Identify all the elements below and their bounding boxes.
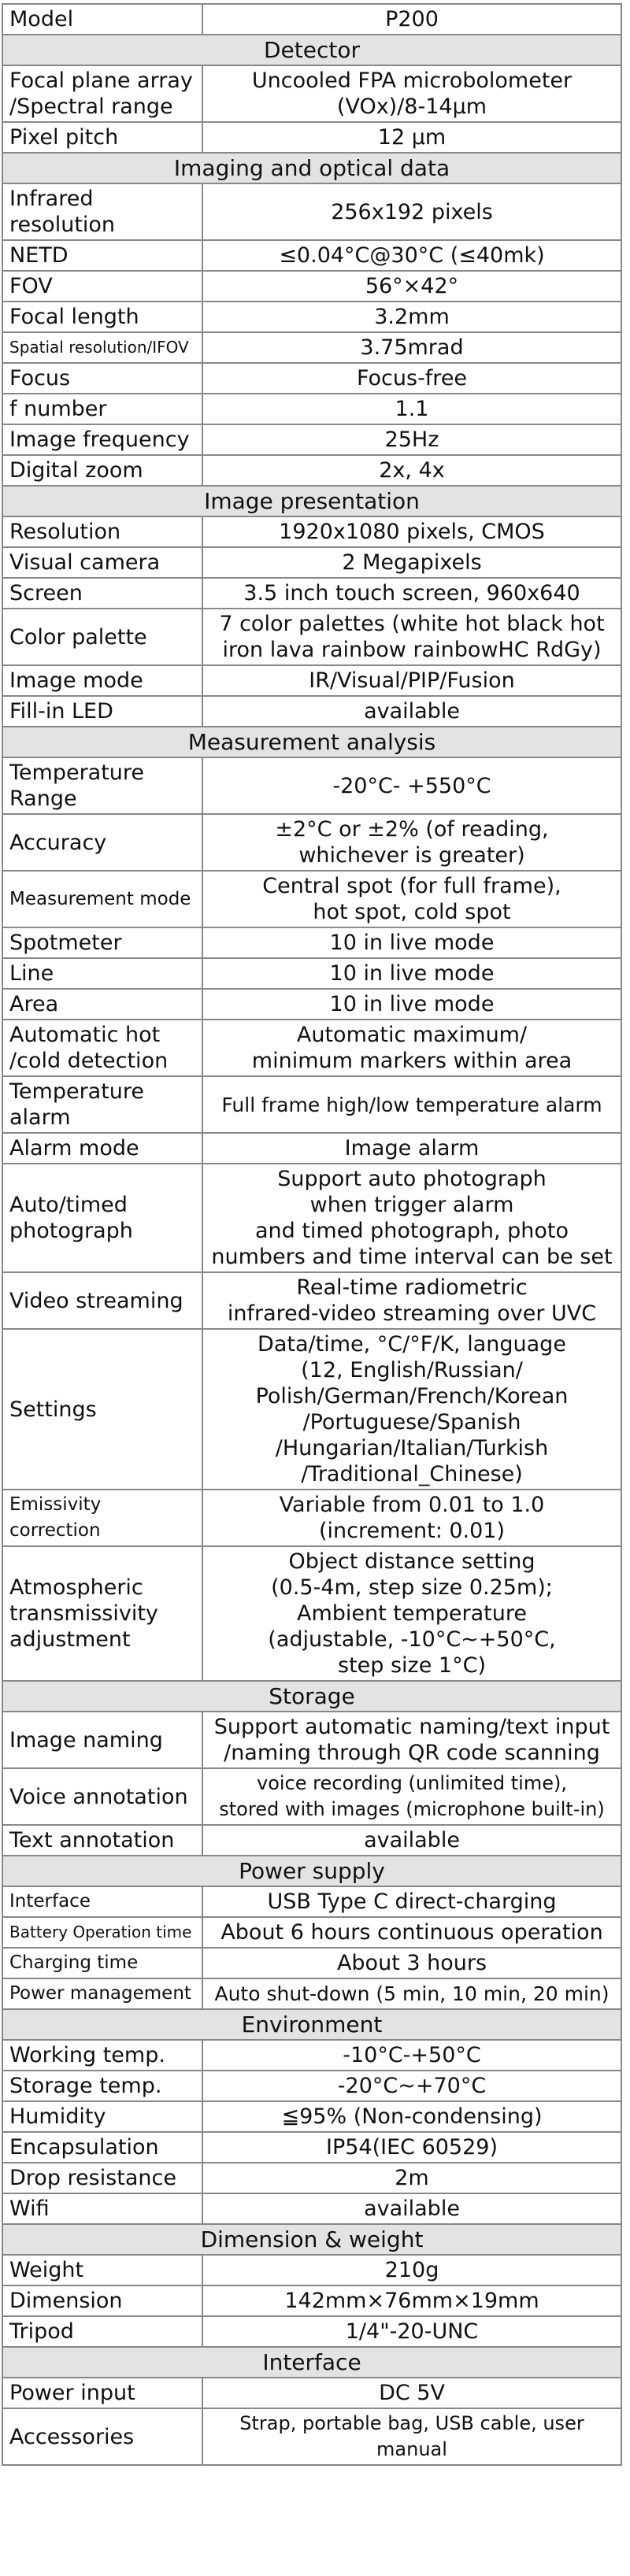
spec-label: Weight (2, 2255, 202, 2285)
spec-row (2, 2316, 621, 2347)
spec-row (2, 1272, 621, 1329)
spec-value: 3.2mm (202, 302, 621, 332)
spec-value: 1.1 (202, 394, 621, 424)
spec-label: Emissivity correction (2, 1490, 202, 1546)
spec-row (2, 2255, 621, 2285)
section-header-row (2, 2224, 621, 2255)
spec-label: Tripod (2, 2316, 202, 2347)
spec-label: Fill-in LED (2, 696, 202, 727)
spec-value: USB Type C direct-charging (202, 1886, 621, 1917)
spec-table-body (2, 4, 621, 2465)
spec-value: Automatic maximum/ minimum markers within area (202, 1020, 621, 1076)
spec-label: Automatic hot /cold detection (2, 1020, 202, 1076)
spec-label: Humidity (2, 2101, 202, 2132)
spec-row (2, 455, 621, 486)
spec-label: f number (2, 394, 202, 424)
spec-label: Dimension (2, 2285, 202, 2316)
spec-row (2, 547, 621, 578)
spec-label: Screen (2, 578, 202, 609)
section-header-row (2, 1856, 621, 1886)
spec-row (2, 1978, 621, 2009)
spec-value: Focus-free (202, 363, 621, 394)
spec-value: Support automatic naming/text input /naming through QR code scanning (202, 1712, 621, 1768)
spec-label: Image mode (2, 665, 202, 696)
spec-label: Visual camera (2, 547, 202, 578)
spec-row (2, 2101, 621, 2132)
spec-label: Resolution (2, 516, 202, 547)
spec-row (2, 578, 621, 609)
section-header-row (2, 727, 621, 757)
spec-value: 12 μm (202, 122, 621, 153)
spec-label: Focus (2, 363, 202, 394)
spec-value: Uncooled FPA microbolometer (VOx)/8-14μm (202, 65, 621, 122)
spec-row (2, 1712, 621, 1768)
section-header-row (2, 486, 621, 516)
spec-row (2, 1825, 621, 1856)
spec-row (2, 1164, 621, 1272)
spec-label: Battery Operation time (2, 1917, 202, 1948)
spec-row (2, 394, 621, 424)
section-title: Environment (2, 2009, 621, 2040)
spec-value: 3.5 inch touch screen, 960x640 (202, 578, 621, 609)
spec-value: ≤0.04°C@30°C (≤40mk) (202, 240, 621, 271)
spec-value: available (202, 2193, 621, 2224)
spec-value: Full frame high/low temperature alarm (202, 1076, 621, 1133)
spec-row (2, 1490, 621, 1546)
spec-row (2, 363, 621, 394)
spec-label: FOV (2, 271, 202, 302)
spec-label: Encapsulation (2, 2132, 202, 2163)
spec-row (2, 757, 621, 814)
section-title: Imaging and optical data (2, 153, 621, 183)
spec-value: P200 (202, 4, 621, 35)
spec-label: Video streaming (2, 1272, 202, 1329)
spec-value: 2x, 4x (202, 455, 621, 486)
spec-row (2, 1948, 621, 1978)
spec-row (2, 989, 621, 1020)
spec-value: 2 Megapixels (202, 547, 621, 578)
spec-label: Temperature Range (2, 757, 202, 814)
spec-value: 25Hz (202, 424, 621, 455)
spec-value: Data/time, °C/°F/K, language (12, English/Russian/ Polish/German/French/Korean /Portuguese/Spanish /Hungarian/Italian/Turkish /Traditional_Chinese) (202, 1329, 621, 1490)
spec-row (2, 814, 621, 871)
section-header-row (2, 153, 621, 183)
section-title: Storage (2, 1681, 621, 1712)
spec-label: Spotmeter (2, 927, 202, 958)
section-title: Power supply (2, 1856, 621, 1886)
spec-label: Interface (2, 1886, 202, 1917)
spec-label: NETD (2, 240, 202, 271)
spec-value: Real-time radiometric infrared-video streaming over UVC (202, 1272, 621, 1329)
spec-value: DC 5V (202, 2378, 621, 2408)
spec-label: Measurement mode (2, 871, 202, 927)
spec-label: Working temp. (2, 2040, 202, 2071)
spec-row (2, 1546, 621, 1681)
spec-value: voice recording (unlimited time), stored with images (microphone built-in) (202, 1768, 621, 1825)
spec-row (2, 1886, 621, 1917)
spec-value: 3.75mrad (202, 332, 621, 363)
section-header-row (2, 2009, 621, 2040)
spec-row (2, 65, 621, 122)
spec-row (2, 183, 621, 240)
spec-row (2, 665, 621, 696)
spec-label: Color palette (2, 609, 202, 665)
spec-value: 142mm×76mm×19mm (202, 2285, 621, 2316)
spec-row (2, 424, 621, 455)
spec-value: -20°C~+70°C (202, 2071, 621, 2101)
spec-row (2, 332, 621, 363)
spec-value: 1920x1080 pixels, CMOS (202, 516, 621, 547)
spec-value: Variable from 0.01 to 1.0 (increment: 0.01) (202, 1490, 621, 1546)
spec-row (2, 927, 621, 958)
spec-value: Central spot (for full frame), hot spot, cold spot (202, 871, 621, 927)
spec-value: Object distance setting (0.5-4m, step size 0.25m); Ambient temperature (adjustable, -10°C~+50°C, step size 1°C) (202, 1546, 621, 1681)
spec-value: ≦95% (Non-condensing) (202, 2101, 621, 2132)
spec-row (2, 302, 621, 332)
spec-value: IR/Visual/PIP/Fusion (202, 665, 621, 696)
spec-label: Storage temp. (2, 2071, 202, 2101)
spec-value: 1/4"-20-UNC (202, 2316, 621, 2347)
spec-row (2, 1020, 621, 1076)
spec-row (2, 1076, 621, 1133)
spec-row (2, 2285, 621, 2316)
spec-value: -10°C-+50°C (202, 2040, 621, 2071)
spec-value: 10 in live mode (202, 989, 621, 1020)
section-title: Measurement analysis (2, 727, 621, 757)
spec-label: Area (2, 989, 202, 1020)
spec-label: Digital zoom (2, 455, 202, 486)
spec-row (2, 516, 621, 547)
spec-label: Line (2, 958, 202, 989)
spec-row (2, 696, 621, 727)
spec-row (2, 2071, 621, 2101)
spec-label: Model (2, 4, 202, 35)
spec-label: Temperature alarm (2, 1076, 202, 1133)
spec-value: About 3 hours (202, 1948, 621, 1978)
spec-row (2, 2163, 621, 2193)
spec-value: 56°×42° (202, 271, 621, 302)
section-title: Interface (2, 2347, 621, 2378)
spec-row (2, 1133, 621, 1164)
section-header-row (2, 1681, 621, 1712)
spec-value: Strap, portable bag, USB cable, user manual (202, 2408, 621, 2465)
section-header-row (2, 35, 621, 65)
spec-label: Atmospheric transmissivity adjustment (2, 1546, 202, 1681)
spec-value: -20°C- +550°C (202, 757, 621, 814)
spec-label: Auto/timed photograph (2, 1164, 202, 1272)
spec-value: 7 color palettes (white hot black hot iron lava rainbow rainbowHC RdGy) (202, 609, 621, 665)
spec-value: Support auto photograph when trigger alarm and timed photograph, photo numbers and time interval can be set (202, 1164, 621, 1272)
spec-row (2, 2132, 621, 2163)
spec-label: Accuracy (2, 814, 202, 871)
spec-value: 10 in live mode (202, 958, 621, 989)
spec-table (2, 3, 622, 2466)
spec-label: Accessories (2, 2408, 202, 2465)
spec-row (2, 609, 621, 665)
spec-value: ±2°C or ±2% (of reading, whichever is greater) (202, 814, 621, 871)
spec-value: available (202, 1825, 621, 1856)
spec-value: 2m (202, 2163, 621, 2193)
section-title: Dimension & weight (2, 2224, 621, 2255)
spec-label: Power management (2, 1978, 202, 2009)
spec-row (2, 240, 621, 271)
spec-label: Wifi (2, 2193, 202, 2224)
spec-label: Infrared resolution (2, 183, 202, 240)
spec-label: Spatial resolution/IFOV (2, 332, 202, 363)
spec-label: Text annotation (2, 1825, 202, 1856)
spec-label: Image naming (2, 1712, 202, 1768)
spec-value: available (202, 696, 621, 727)
spec-label: Pixel pitch (2, 122, 202, 153)
spec-label: Drop resistance (2, 2163, 202, 2193)
spec-label: Alarm mode (2, 1133, 202, 1164)
spec-label: Power input (2, 2378, 202, 2408)
spec-row (2, 2193, 621, 2224)
section-title: Detector (2, 35, 621, 65)
spec-label: Focal plane array /Spectral range (2, 65, 202, 122)
spec-row (2, 122, 621, 153)
spec-label: Image frequency (2, 424, 202, 455)
spec-row (2, 2040, 621, 2071)
spec-label: Focal length (2, 302, 202, 332)
spec-row (2, 271, 621, 302)
spec-row (2, 4, 621, 35)
spec-row (2, 1329, 621, 1490)
spec-value: About 6 hours continuous operation (202, 1917, 621, 1948)
section-header-row (2, 2347, 621, 2378)
spec-label: Charging time (2, 1948, 202, 1978)
spec-value: 10 in live mode (202, 927, 621, 958)
spec-value: Image alarm (202, 1133, 621, 1164)
spec-label: Settings (2, 1329, 202, 1490)
section-title: Image presentation (2, 486, 621, 516)
spec-value: IP54(IEC 60529) (202, 2132, 621, 2163)
spec-row (2, 1768, 621, 1825)
spec-row (2, 958, 621, 989)
spec-row (2, 871, 621, 927)
spec-row (2, 1917, 621, 1948)
spec-label: Voice annotation (2, 1768, 202, 1825)
spec-row (2, 2378, 621, 2408)
spec-row (2, 2408, 621, 2465)
spec-value: 256x192 pixels (202, 183, 621, 240)
spec-value: Auto shut-down (5 min, 10 min, 20 min) (202, 1978, 621, 2009)
spec-value: 210g (202, 2255, 621, 2285)
